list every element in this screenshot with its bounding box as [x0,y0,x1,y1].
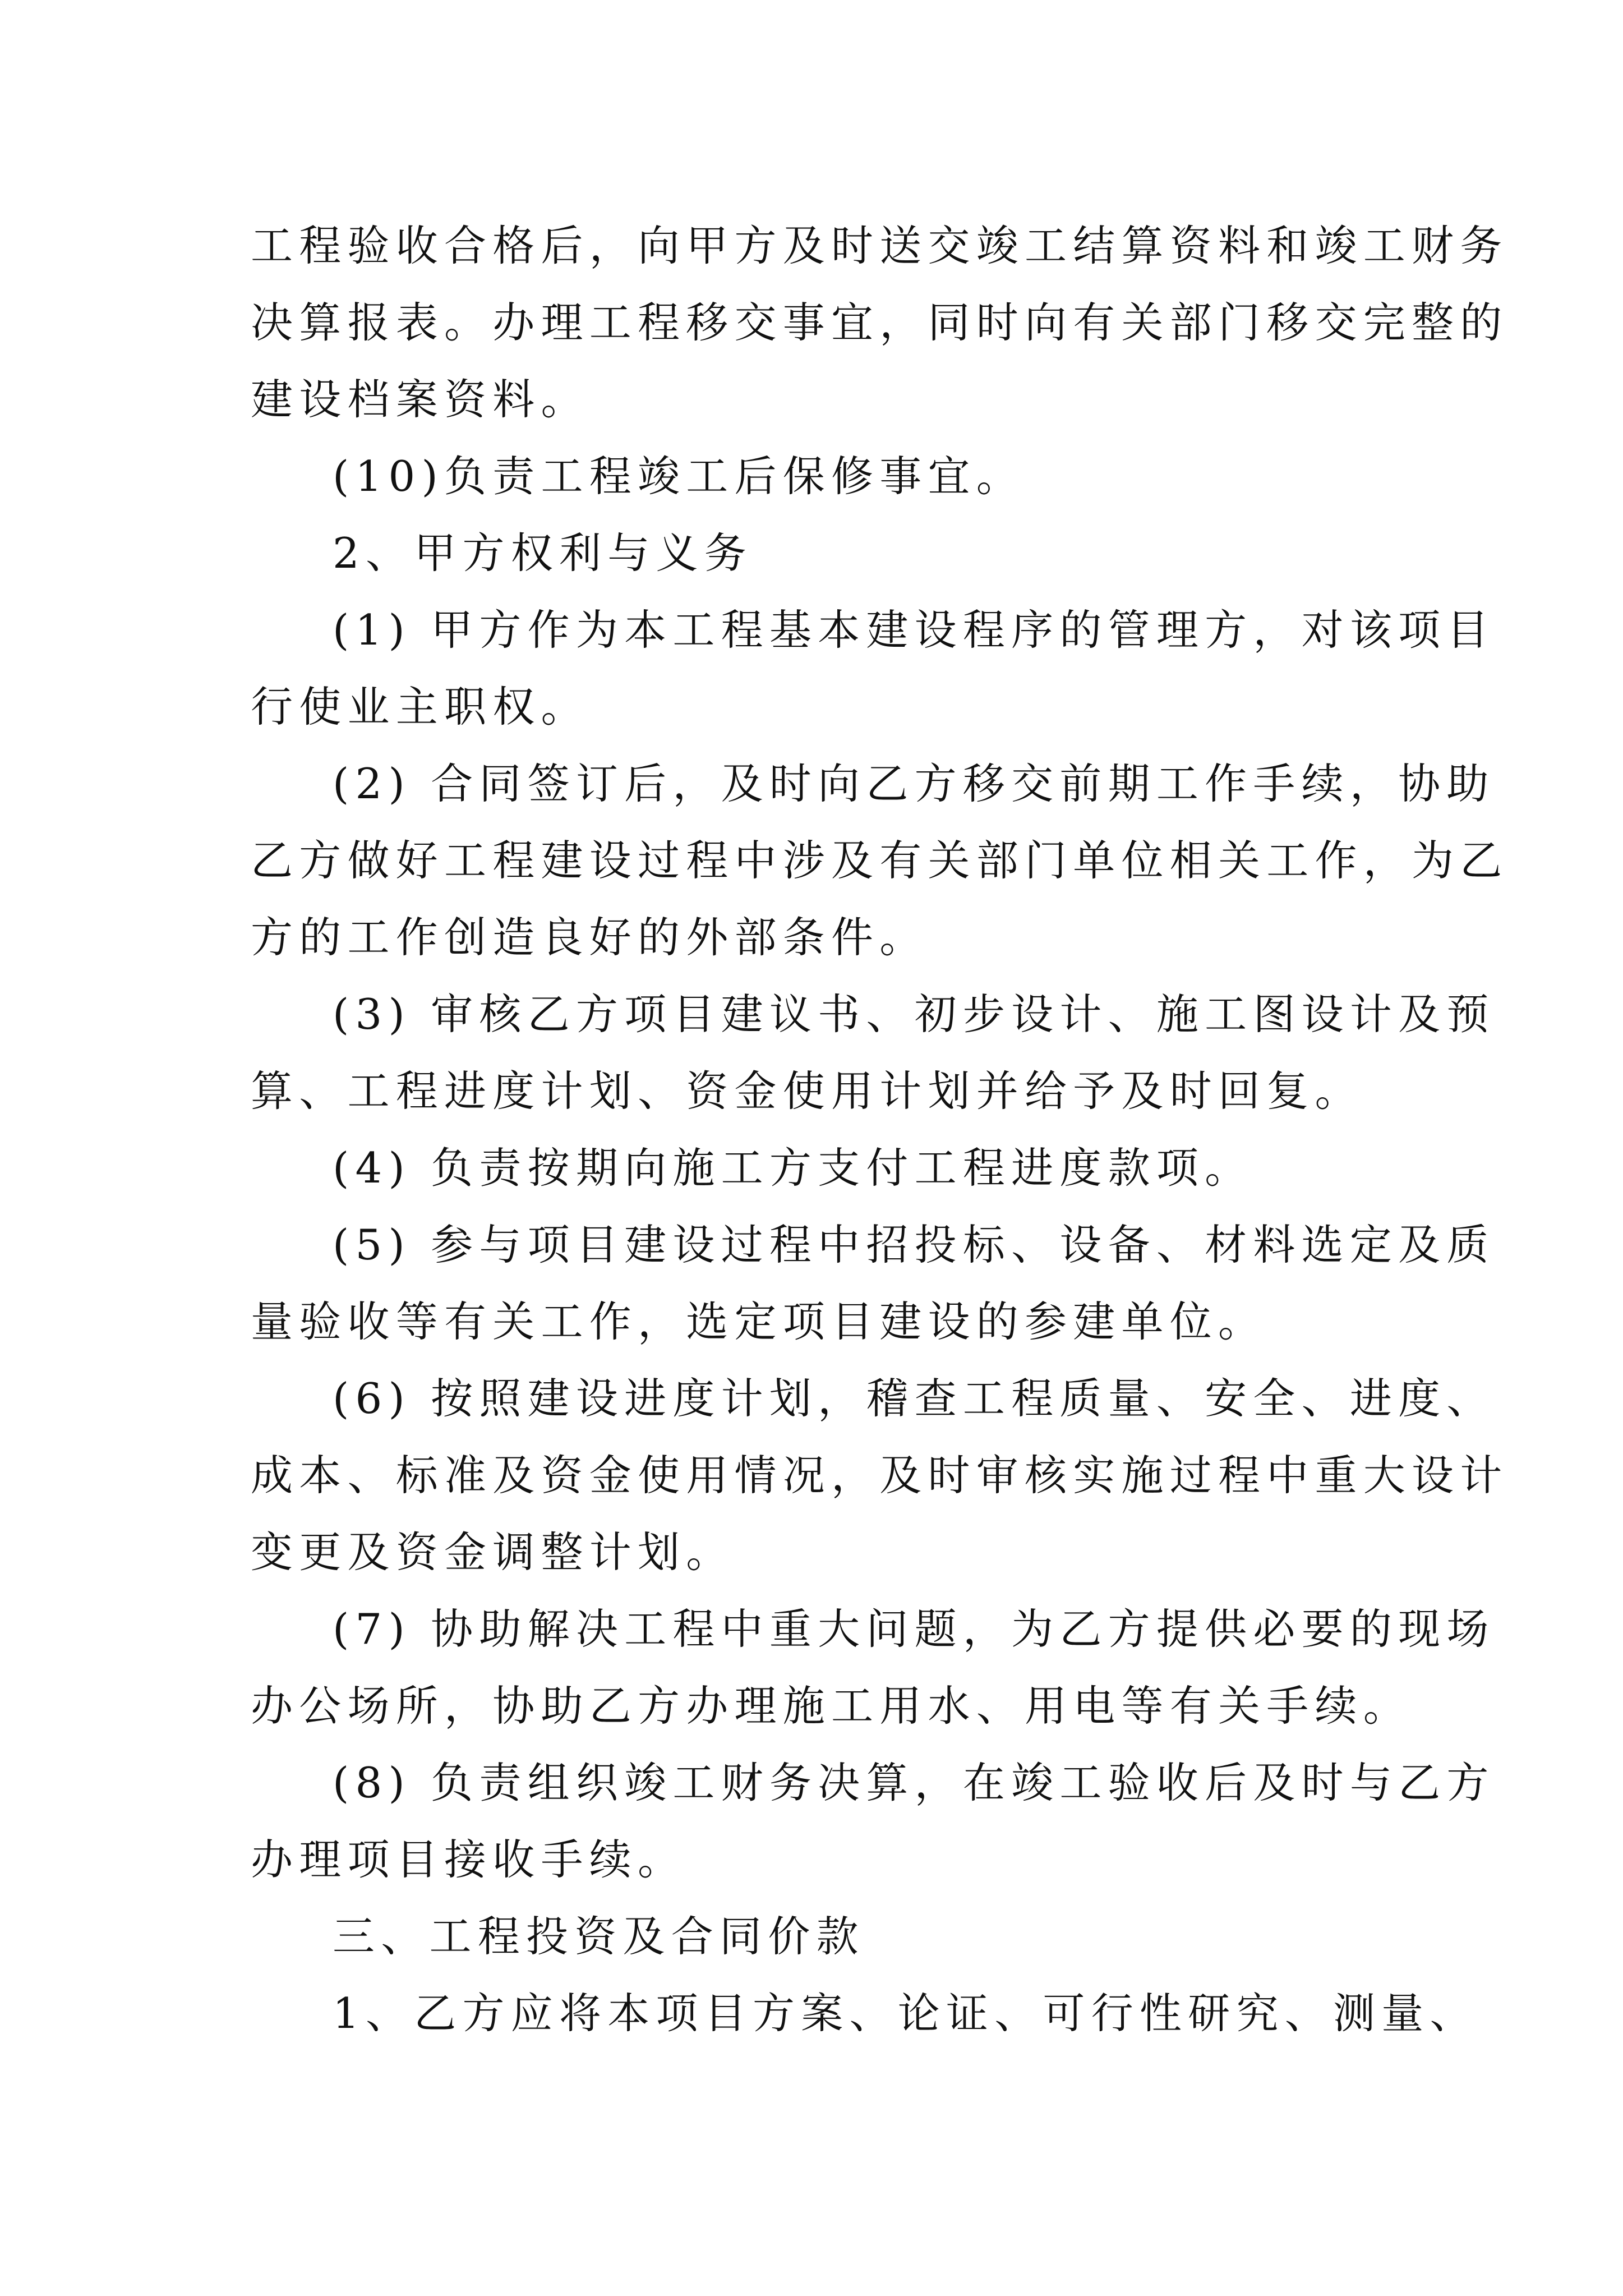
text-line: 成本、标准及资金使用情况，及时审核实施过程中重大设计 [251,1451,1509,1500]
text-line: (5) 参与项目建设过程中招投标、设备、材料选定及质 [333,1220,1495,1269]
text-line: (1) 甲方作为本工程基本建设程序的管理方，对该项目 [333,605,1495,655]
text-line: (6) 按照建设进度计划，稽查工程质量、安全、进度、 [333,1374,1495,1423]
text-line: 办理项目接收手续。 [251,1835,686,1884]
text-line: 1、乙方应将本项目方案、论证、可行性研究、测量、 [333,1989,1478,2038]
section-heading: 三、工程投资及合同价款 [333,1912,865,1961]
text-line: (4) 负责按期向施工方支付工程进度款项。 [333,1143,1253,1193]
text-line: 乙方做好工程建设过程中涉及有关部门单位相关工作，为乙 [251,836,1509,885]
text-line: (3) 审核乙方项目建议书、初步设计、施工图设计及预 [333,990,1495,1039]
text-line: 行使业主职权。 [251,682,589,731]
text-line: (7) 协助解决工程中重大问题，为乙方提供必要的现场 [333,1604,1495,1654]
text-line: 方的工作创造良好的外部条件。 [251,913,928,962]
text-line: (2) 合同签订后，及时向乙方移交前期工作手续，协助 [333,759,1495,808]
text-line: (10)负责工程竣工后保修事宜。 [333,452,1025,501]
section-heading: 2、甲方权利与义务 [333,528,753,578]
text-line: 建设档案资料。 [251,375,589,424]
text-line: 变更及资金调整计划。 [251,1527,735,1577]
text-line: 办公场所，协助乙方办理施工用水、用电等有关手续。 [251,1681,1412,1731]
text-line: 工程验收合格后，向甲方及时送交竣工结算资料和竣工财务 [251,221,1509,270]
text-line: 算、工程进度计划、资金使用计划并给予及时回复。 [251,1066,1363,1116]
text-line: 决算报表。办理工程移交事宜，同时向有关部门移交完整的 [251,298,1509,347]
text-line: (8) 负责组织竣工财务决算，在竣工验收后及时与乙方 [333,1758,1495,1807]
text-line: 量验收等有关工作，选定项目建设的参建单位。 [251,1297,1267,1346]
